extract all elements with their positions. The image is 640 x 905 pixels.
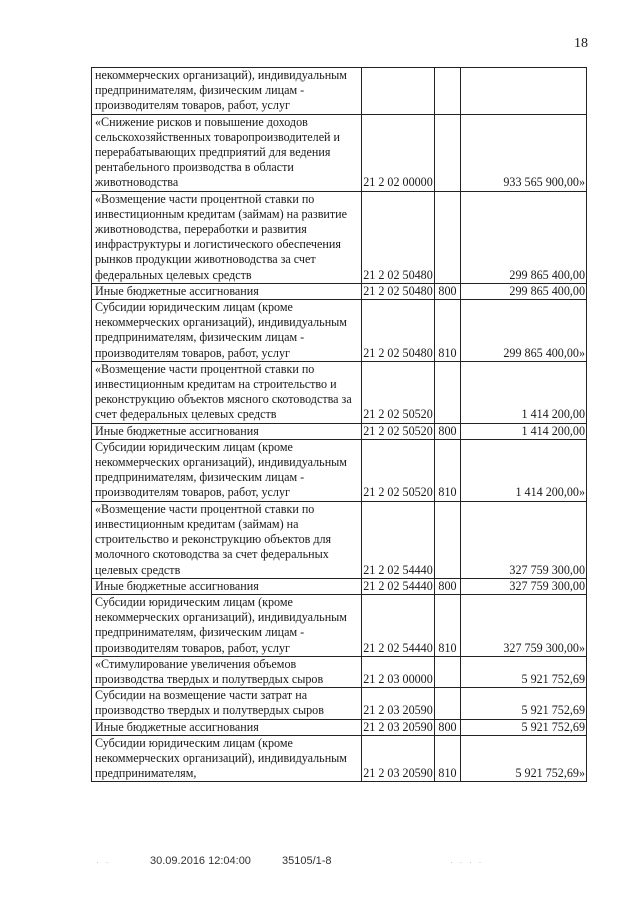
row-target-code: 21 2 02 54440 (362, 501, 435, 578)
row-target-code: 21 2 03 00000 (362, 656, 435, 687)
row-description: Субсидии юридическим лицам (кроме некоммерческих организаций), индивидуальным предпринимателям, физическим лицам - производителям товаров, работ, услуг (92, 594, 362, 656)
row-amount: 5 921 752,69» (461, 735, 587, 782)
row-amount (461, 68, 587, 115)
faint-mark-left: · · (96, 857, 111, 867)
row-description: Субсидии на возмещение части затрат на производство твердых и полутвердых сыров (92, 688, 362, 719)
faint-mark-right: · · · · (450, 857, 484, 867)
row-description: «Возмещение части процентной ставки по инвестиционным кредитам (займам) на строительство и реконструкцию объектов для молочного скотоводства за счет федеральных целевых средств (92, 501, 362, 578)
row-description: Иные бюджетные ассигнования (92, 578, 362, 594)
row-amount: 1 414 200,00 (461, 423, 587, 439)
row-target-code: 21 2 02 50480 (363, 283, 433, 298)
row-description: некоммерческих организаций), индивидуальным предпринимателям, физическим лицам - производителям товаров, работ, услуг (92, 68, 362, 115)
row-target-code: 21 2 02 00000 (362, 114, 435, 191)
row-target-code: 21 2 03 20590 (362, 688, 435, 719)
table-row (92, 735, 587, 782)
table-row (92, 688, 587, 719)
row-expense-type: 810 (435, 594, 461, 656)
row-expense-type (435, 68, 461, 115)
row-expense-type (435, 191, 461, 283)
row-expense-type (435, 114, 461, 191)
row-description: «Возмещение части процентной ставки по инвестиционным кредитам (займам) на развитие животноводства, переработки и развития инфраструктуры и логистического обеспечения рынков продукции животноводства за счет федеральных целевых средств (92, 191, 362, 283)
page-number: 18 (574, 36, 588, 51)
row-amount: 327 759 300,00» (461, 594, 587, 656)
row-target-code (362, 68, 435, 115)
budget-table (91, 67, 587, 782)
table-row (92, 423, 587, 439)
row-target-code: 21 2 03 20590 (363, 719, 433, 734)
row-expense-type (435, 501, 461, 578)
row-amount: 299 865 400,00» (461, 300, 587, 362)
table-row (92, 501, 587, 578)
row-target-code: 21 2 02 54440 (362, 594, 435, 656)
row-description: Субсидии юридическим лицам (кроме некоммерческих организаций), индивидуальным предпринимателям, физическим лицам - производителям товаров, работ, услуг (92, 439, 362, 501)
row-target-code: 21 2 02 50520 (362, 439, 435, 501)
table-row (92, 300, 587, 362)
row-amount: 5 921 752,69 (461, 688, 587, 719)
table-row (92, 439, 587, 501)
row-amount: 327 759 300,00 (461, 578, 587, 594)
row-amount: 1 414 200,00 (461, 361, 587, 423)
row-description: «Стимулирование увеличения объемов производства твердых и полутвердых сыров (92, 656, 362, 687)
row-description: Иные бюджетные ассигнования (92, 423, 362, 439)
footer-stamp (150, 855, 360, 867)
row-amount: 299 865 400,00 (461, 283, 587, 299)
table-row (92, 361, 587, 423)
row-description: «Возмещение части процентной ставки по инвестиционным кредитам на строительство и реконструкцию объектов мясного скотоводства за счет федеральных целевых средств (92, 361, 362, 423)
row-target-code: 21 2 02 50520 (363, 423, 433, 438)
row-target-code: 21 2 02 54440 (363, 578, 433, 593)
row-expense-type: 810 (435, 735, 461, 782)
table-row (92, 68, 587, 115)
row-target-code: 21 2 02 50480 (362, 191, 435, 283)
row-expense-type: 800 (435, 423, 461, 439)
row-expense-type (435, 688, 461, 719)
table-row (92, 656, 587, 687)
row-amount: 933 565 900,00» (461, 114, 587, 191)
row-amount: 299 865 400,00 (461, 191, 587, 283)
row-expense-type (435, 361, 461, 423)
row-expense-type: 800 (435, 283, 461, 299)
row-expense-type: 800 (435, 719, 461, 735)
footer-timestamp: 30.09.2016 12:04:00 (150, 855, 251, 867)
row-description: Субсидии юридическим лицам (кроме некоммерческих организаций), индивидуальным предпринимателям, (92, 735, 362, 782)
row-target-code: 21 2 02 50480 (362, 300, 435, 362)
row-expense-type: 800 (435, 578, 461, 594)
table-row (92, 191, 587, 283)
row-amount: 327 759 300,00 (461, 501, 587, 578)
row-amount: 5 921 752,69 (461, 656, 587, 687)
row-expense-type (435, 656, 461, 687)
footer-doc-id: 35105/1-8 (282, 855, 332, 867)
row-description: Субсидии юридическим лицам (кроме некоммерческих организаций), индивидуальным предпринимателям, физическим лицам - производителям товаров, работ, услуг (92, 300, 362, 362)
row-expense-type: 810 (435, 439, 461, 501)
row-description: Иные бюджетные ассигнования (92, 283, 362, 299)
row-description: «Снижение рисков и повышение доходов сельскохозяйственных товаропроизводителей и перерабатывающих предприятий для ведения рентабельного производства в области животноводства (92, 114, 362, 191)
table-row (92, 578, 587, 594)
table-row (92, 283, 587, 299)
row-amount: 1 414 200,00» (461, 439, 587, 501)
row-amount: 5 921 752,69 (461, 719, 587, 735)
table-row (92, 594, 587, 656)
row-expense-type: 810 (435, 300, 461, 362)
row-description: Иные бюджетные ассигнования (92, 719, 362, 735)
table-row (92, 114, 587, 191)
row-target-code: 21 2 03 20590 (362, 735, 435, 782)
table-row (92, 719, 587, 735)
row-target-code: 21 2 02 50520 (362, 361, 435, 423)
